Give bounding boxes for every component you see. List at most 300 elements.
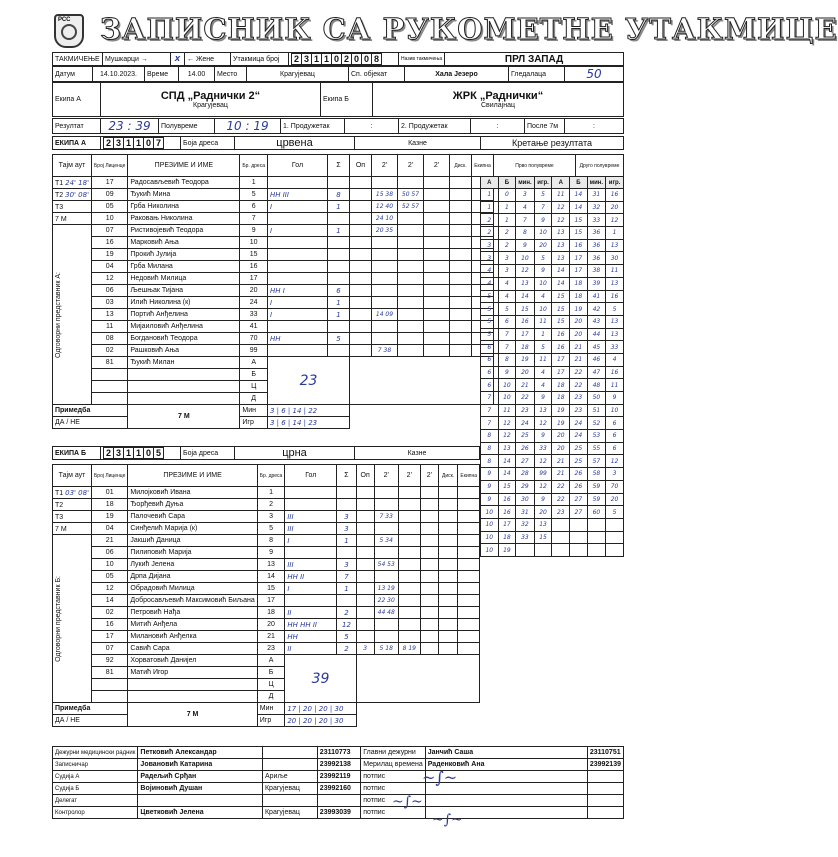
- goals-sum: [337, 487, 356, 499]
- license-cell: 10: [92, 213, 128, 225]
- col-2min-b: 2': [398, 465, 420, 487]
- player-row: [53, 571, 480, 583]
- progress-cell: 10: [481, 518, 499, 531]
- goals-sum: 6: [327, 285, 349, 297]
- col-2min-b: 2': [397, 155, 423, 177]
- player-row: [53, 487, 480, 499]
- progress-cell: 57: [587, 455, 605, 468]
- progress-cell: 2: [498, 227, 516, 240]
- license-cell: 05: [92, 571, 128, 583]
- competition-label: ТАКМИЧЕЊЕ: [53, 53, 103, 66]
- halftime-value: 10 : 19: [215, 119, 281, 134]
- player-name: Грба Милана: [128, 261, 240, 273]
- player-row: [53, 619, 480, 631]
- goals-sum: [327, 345, 349, 357]
- player-row: [53, 631, 480, 643]
- footer-license: 23992138: [317, 759, 360, 771]
- progress-cell: 6: [481, 379, 499, 392]
- penalty-cell: [356, 619, 374, 631]
- team-b-section-label: ЕКИПА Б: [53, 447, 101, 460]
- team-a-header: [52, 136, 624, 150]
- progress-cell: 2: [481, 214, 499, 227]
- player-name: Дрпа Дијана: [128, 571, 257, 583]
- progress-cell: 44: [587, 328, 605, 341]
- timeout-cell: [53, 499, 92, 511]
- license-cell: 09: [92, 189, 128, 201]
- penalty-cell: [423, 345, 449, 357]
- progress-cell: 13: [552, 239, 570, 252]
- progress-cell: 21: [570, 353, 588, 366]
- col-goals: Гол: [285, 465, 337, 487]
- penalty-cell: 52 57: [397, 201, 423, 213]
- total-goals: 23: [267, 357, 349, 405]
- license-cell: 02: [92, 345, 128, 357]
- penalty-cell: 7 33: [374, 511, 398, 523]
- goals-tally: [285, 499, 337, 511]
- progress-cell: [587, 531, 605, 544]
- progress-cell: 9: [534, 392, 552, 405]
- disq-cell: [449, 189, 471, 201]
- goals-sum: [337, 547, 356, 559]
- yes-no: ДА / НЕ: [53, 417, 128, 429]
- match-digit: 0: [331, 53, 342, 65]
- progress-cell: 9: [534, 493, 552, 506]
- license-cell: 06: [92, 547, 128, 559]
- col-second-half: Друго полувреме: [575, 155, 623, 177]
- progress-cell: 13: [606, 277, 624, 290]
- jersey-number: 17: [240, 273, 268, 285]
- progress-row: [481, 366, 624, 379]
- progress-cell: 14: [516, 290, 534, 303]
- timeout-label: T1: [55, 179, 64, 187]
- col-timeout: Тајм аут: [53, 465, 92, 487]
- progress-cell: [570, 531, 588, 544]
- jersey-number: 1: [240, 177, 268, 189]
- penalty-cell: 15 38: [371, 189, 397, 201]
- penalty-cell: 13 19: [374, 583, 398, 595]
- goals-tally: I: [267, 297, 327, 309]
- progress-cell: 16: [516, 315, 534, 328]
- official-role: Б: [240, 369, 268, 381]
- result-label: Резултат: [53, 119, 101, 134]
- progress-cell: 24: [570, 417, 588, 430]
- official-role: А: [240, 357, 268, 369]
- official-license: [92, 381, 128, 393]
- goals-sum: 5: [327, 333, 349, 345]
- footer-role: Дежурни медицински радник: [53, 747, 138, 759]
- goals-tally: HH I: [267, 285, 327, 297]
- progress-cell: 7: [498, 328, 516, 341]
- progress-cell: 9: [516, 239, 534, 252]
- goals-sum: 1: [337, 583, 356, 595]
- progress-cell: 11: [552, 189, 570, 202]
- goals-tally: [267, 321, 327, 333]
- progress-cell: 19: [552, 404, 570, 417]
- penalty-cell: [398, 487, 420, 499]
- progress-row: [481, 430, 624, 443]
- footer-license: 23110773: [317, 747, 360, 759]
- progress-cell: 21: [570, 341, 588, 354]
- team-b-penalties-label: Казне: [355, 447, 480, 460]
- footer-license2: [587, 783, 623, 795]
- penalty-cell: 5 18: [374, 643, 398, 655]
- disq-cell: [449, 297, 471, 309]
- match-report-sheet: [52, 10, 838, 830]
- official-row: [53, 655, 480, 667]
- progress-cell: 23: [570, 392, 588, 405]
- penalty-cell: 8 19: [398, 643, 420, 655]
- jersey-number: 2: [257, 499, 285, 511]
- disq-cell: [438, 511, 458, 523]
- progress-cell: 9: [498, 366, 516, 379]
- spectators-label: Гледалаца: [509, 67, 565, 82]
- penalty-cell: [397, 177, 423, 189]
- progress-cell: 19: [498, 544, 516, 557]
- progress-cell: 18: [570, 277, 588, 290]
- progress-cell: 4: [606, 353, 624, 366]
- penalty-cell: [349, 201, 371, 213]
- progress-cell: 7: [481, 417, 499, 430]
- player-name: Портић Анђелина: [128, 309, 240, 321]
- progress-cell: 9: [481, 468, 499, 481]
- progress-cell: 5: [534, 189, 552, 202]
- disq-cell: [438, 535, 458, 547]
- team-a-city: Крагујевац: [193, 102, 228, 109]
- footer-city: [262, 795, 317, 807]
- goals-tally: HH: [267, 333, 327, 345]
- jersey-number: 15: [257, 583, 285, 595]
- jersey-number: 9: [257, 547, 285, 559]
- official-license: [92, 393, 128, 405]
- player-name: Радосављевић Теодора: [128, 177, 240, 189]
- license-cell: 11: [92, 321, 128, 333]
- progress-cell: 17: [552, 366, 570, 379]
- col-sum: Σ: [337, 465, 356, 487]
- progress-cell: 5: [534, 252, 552, 265]
- progress-cell: 12: [498, 430, 516, 443]
- progress-cell: 14: [498, 468, 516, 481]
- official-role: Д: [257, 691, 285, 703]
- progress-cell: 20: [516, 366, 534, 379]
- ot1-label: 1. Продужетак: [281, 119, 345, 134]
- col-2min-c: 2': [423, 155, 449, 177]
- player-name: Прокић Јулија: [128, 249, 240, 261]
- progress-row: [481, 404, 624, 417]
- progress-cell: 55: [587, 442, 605, 455]
- team-pen-cell: [458, 523, 480, 535]
- timeout-cell: [53, 177, 92, 189]
- disq-cell: [438, 631, 458, 643]
- progress-cell: 25: [516, 430, 534, 443]
- player-row: [53, 583, 480, 595]
- progress-cell: 23: [516, 404, 534, 417]
- footer-name: Радељић Срђан: [138, 771, 263, 783]
- disq-cell: [449, 309, 471, 321]
- progress-cell: [552, 531, 570, 544]
- progress-cell: 26: [570, 468, 588, 481]
- progress-cell: 1: [498, 201, 516, 214]
- progress-cell: 3: [498, 265, 516, 278]
- progress-cell: 4: [498, 277, 516, 290]
- col-team: Екипна: [471, 155, 493, 177]
- progress-cell: 43: [587, 315, 605, 328]
- progress-cell: 4: [481, 277, 499, 290]
- player-name: Грба Николина: [128, 201, 240, 213]
- footer-license2: 23110751: [587, 747, 623, 759]
- license-cell: 07: [92, 225, 128, 237]
- col-2min-a: 2': [371, 155, 397, 177]
- progress-cell: 17: [552, 353, 570, 366]
- min-values: 17 | 20 | 20 | 30: [285, 703, 356, 715]
- progress-cell: 33: [606, 341, 624, 354]
- progress-row: [481, 379, 624, 392]
- progress-cell: 4: [534, 366, 552, 379]
- penalty-cell: [420, 523, 438, 535]
- code-digit: 2: [103, 447, 114, 459]
- penalty-cell: [371, 333, 397, 345]
- progress-cell: 48: [587, 379, 605, 392]
- disq-cell: [449, 333, 471, 345]
- penalty-cell: [374, 631, 398, 643]
- goals-tally: HH III: [267, 189, 327, 201]
- penalty-cell: [423, 237, 449, 249]
- penalty-cell: 20 35: [371, 225, 397, 237]
- progress-cell: 10: [481, 531, 499, 544]
- player-row: [53, 595, 480, 607]
- footer-role2: потпис: [361, 795, 426, 807]
- progress-cell: 10: [606, 404, 624, 417]
- goals-tally: I: [285, 535, 337, 547]
- team-a-code: [101, 137, 181, 150]
- official-footer-row: [53, 747, 624, 759]
- progress-cell: 10: [498, 392, 516, 405]
- jersey-number: 70: [240, 333, 268, 345]
- min-values: 3 | 6 | 14 | 22: [267, 405, 349, 417]
- ot2-value: :: [471, 119, 525, 134]
- penalty-cell: [423, 273, 449, 285]
- progress-cell: 16: [606, 189, 624, 202]
- player-name: Недовић Милица: [128, 273, 240, 285]
- goals-sum: [337, 595, 356, 607]
- penalty-cell: [374, 499, 398, 511]
- penalty-cell: [356, 595, 374, 607]
- player-name: Палочевић Сара: [128, 511, 257, 523]
- penalty-cell: [423, 189, 449, 201]
- progress-row: [481, 417, 624, 430]
- penalty-cell: [420, 595, 438, 607]
- place-label: Место: [215, 67, 247, 82]
- penalty-cell: [423, 309, 449, 321]
- progress-cell: 3: [481, 239, 499, 252]
- total-goals: 39: [285, 655, 356, 703]
- license-cell: 17: [92, 177, 128, 189]
- penalty-cell: [356, 499, 374, 511]
- disq-cell: [449, 321, 471, 333]
- progress-cell: 1: [481, 201, 499, 214]
- penalty-cell: [374, 523, 398, 535]
- player-name: Митић Анђела: [128, 619, 257, 631]
- license-cell: 14: [92, 595, 128, 607]
- progress-cell: 30: [606, 252, 624, 265]
- progress-cell: 16: [570, 239, 588, 252]
- progress-row: [481, 227, 624, 240]
- progress-cell: 15: [570, 227, 588, 240]
- jersey-number: 1: [257, 487, 285, 499]
- progress-cell: 32: [516, 518, 534, 531]
- progress-row: [481, 239, 624, 252]
- goals-sum: [327, 249, 349, 261]
- penalty-cell: [374, 571, 398, 583]
- license-cell: 10: [92, 559, 128, 571]
- representative-label-cell: [53, 225, 92, 405]
- license-cell: 02: [92, 607, 128, 619]
- jersey-number: 9: [240, 225, 268, 237]
- penalty-cell: [397, 297, 423, 309]
- progress-row: [481, 201, 624, 214]
- jersey-number: 15: [240, 249, 268, 261]
- progress-cell: 6: [498, 315, 516, 328]
- progress-cell: 1: [481, 189, 499, 202]
- player-name: Пилиповић Марија: [128, 547, 257, 559]
- progress-cell: 13: [534, 404, 552, 417]
- progress-cell: 5: [498, 303, 516, 316]
- progress-cell: 1: [498, 214, 516, 227]
- penalty-cell: [349, 321, 371, 333]
- penalty-cell: [397, 333, 423, 345]
- license-cell: 19: [92, 249, 128, 261]
- match-info-table: [52, 52, 624, 66]
- col-timeout: Тајм аут: [53, 155, 92, 177]
- penalty-cell: 3: [356, 643, 374, 655]
- progress-cell: [552, 544, 570, 557]
- progress-cell: 31: [516, 506, 534, 519]
- match-digit: 1: [321, 53, 332, 65]
- penalty-cell: [423, 261, 449, 273]
- player-row: [53, 535, 480, 547]
- progress-cell: 16: [498, 493, 516, 506]
- progress-cell: 51: [587, 404, 605, 417]
- player-name: Мијаиловић Анђелина: [128, 321, 240, 333]
- progress-cell: 24: [516, 417, 534, 430]
- timeout-cell: [53, 213, 92, 225]
- progress-cell: 3: [481, 252, 499, 265]
- progress-cell: 10: [498, 379, 516, 392]
- penalty-cell: [349, 285, 371, 297]
- progress-cell: 14: [552, 277, 570, 290]
- progress-cell: 20: [552, 430, 570, 443]
- goals-sum: [327, 261, 349, 273]
- penalty-cell: 12 40: [371, 201, 397, 213]
- player-name: Богдановић Теодора: [128, 333, 240, 345]
- team-pen-cell: [458, 583, 480, 595]
- penalty-cell: [423, 285, 449, 297]
- license-cell: 12: [92, 583, 128, 595]
- license-cell: 04: [92, 523, 128, 535]
- spectators-value: 50: [565, 67, 624, 82]
- progress-cell: 26: [570, 480, 588, 493]
- progress-row: [481, 480, 624, 493]
- progress-cell: 12: [534, 455, 552, 468]
- code-digit: 2: [103, 137, 114, 149]
- match-number: [289, 53, 399, 66]
- footer-license: 23992119: [317, 771, 360, 783]
- progress-cell: 6: [606, 442, 624, 455]
- footer-role: Судија А: [53, 771, 138, 783]
- penalty-cell: [371, 177, 397, 189]
- progress-cell: 36: [587, 227, 605, 240]
- federation-logo: [54, 14, 84, 48]
- goals-tally: [285, 595, 337, 607]
- jersey-number: 5: [240, 189, 268, 201]
- disq-cell: [438, 595, 458, 607]
- player-name: Рашковић Ања: [128, 345, 240, 357]
- license-cell: 17: [92, 631, 128, 643]
- progress-cell: 8: [498, 353, 516, 366]
- sevenm-label: 7 М: [128, 703, 257, 727]
- footer-license2: [587, 795, 623, 807]
- progress-cell: 6: [481, 366, 499, 379]
- code-digit: 1: [123, 447, 134, 459]
- progress-cell: 23: [570, 404, 588, 417]
- match-digit: 3: [301, 53, 312, 65]
- footer-city: [262, 747, 317, 759]
- jersey-number: 13: [257, 559, 285, 571]
- match-digit: 2: [291, 53, 302, 65]
- progress-cell: 45: [587, 341, 605, 354]
- jersey-number: 18: [257, 607, 285, 619]
- penalty-cell: 50 57: [397, 189, 423, 201]
- penalty-cell: [398, 583, 420, 595]
- progress-cell: 21: [516, 379, 534, 392]
- progress-cell: 9: [534, 214, 552, 227]
- penalty-cell: [356, 535, 374, 547]
- timekeeper-signature: ~∫~: [422, 768, 458, 787]
- timeout-cell: [53, 189, 92, 201]
- penalty-cell: [349, 189, 371, 201]
- goals-tally: [267, 261, 327, 273]
- player-name: Милојковић Ивана: [128, 487, 257, 499]
- player-row: [53, 523, 480, 535]
- timeout-value: 30' 08': [65, 190, 90, 199]
- team-a-color: црвена: [235, 137, 355, 150]
- progress-row: [481, 353, 624, 366]
- progress-cell: [516, 544, 534, 557]
- jersey-number: 23: [257, 643, 285, 655]
- goals-sum: 12: [337, 619, 356, 631]
- progress-cell: 9: [606, 392, 624, 405]
- igr-values: 3 | 6 | 14 | 23: [267, 417, 349, 429]
- penalty-cell: [356, 583, 374, 595]
- progress-cell: 12: [606, 214, 624, 227]
- match-digit: 0: [361, 53, 372, 65]
- penalty-cell: [374, 619, 398, 631]
- team-a-section-label: ЕКИПА А: [53, 137, 101, 150]
- penalty-cell: 44 48: [374, 607, 398, 619]
- gender-mark[interactable]: X: [171, 53, 185, 66]
- progress-cell: [606, 531, 624, 544]
- code-digit: 1: [133, 447, 144, 459]
- footer-role2: потпис: [361, 783, 426, 795]
- progress-cell: 10: [481, 506, 499, 519]
- progress-cell: 2: [498, 239, 516, 252]
- jersey-number: 8: [257, 535, 285, 547]
- player-name: Обрадовић Милица: [128, 583, 257, 595]
- official-role: А: [257, 655, 285, 667]
- goals-tally: I: [267, 201, 327, 213]
- footer-city: Крагујевац: [262, 807, 317, 819]
- teams-row: [52, 82, 624, 117]
- goals-sum: 1: [327, 309, 349, 321]
